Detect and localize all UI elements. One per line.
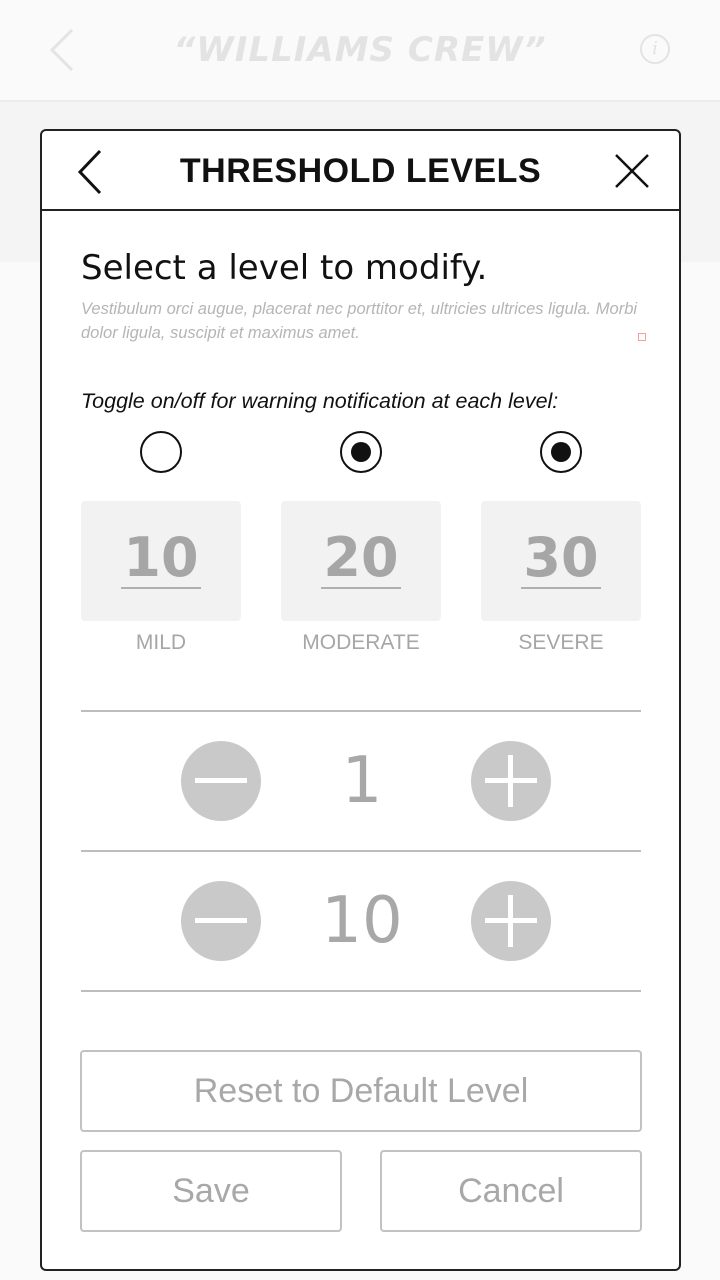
stepper-value: 10 [321, 884, 403, 958]
radio-mild[interactable] [140, 431, 182, 473]
description-text: Vestibulum orci augue, placerat nec porttitor et, ultricies ultrices ligula. Morbi dolor ligula, suscipit et maximus amet. [81, 300, 638, 342]
radio-severe[interactable] [540, 431, 582, 473]
section-heading: Select a level to modify. [81, 248, 488, 288]
marker-icon [638, 333, 646, 341]
info-icon[interactable]: i [640, 34, 670, 64]
level-box-mild[interactable] [81, 501, 241, 621]
modal-title: THRESHOLD LEVELS [179, 152, 542, 190]
modal-header [42, 131, 679, 211]
level-value: 10 [121, 529, 201, 589]
divider [81, 850, 641, 852]
decrement-button[interactable] [181, 741, 261, 821]
toggle-label: Toggle on/off for warning notification at each level: [81, 389, 559, 413]
save-button[interactable]: Save [80, 1150, 342, 1232]
decrement-button[interactable] [181, 881, 261, 961]
radio-selected-dot [551, 442, 571, 462]
crew-title: “WILLIAMS CREW” [173, 30, 547, 70]
radio-moderate[interactable] [340, 431, 382, 473]
divider [81, 990, 641, 992]
reset-default-button[interactable]: Reset to Default Level [80, 1050, 642, 1132]
cancel-button[interactable]: Cancel [380, 1150, 642, 1232]
close-icon[interactable] [614, 153, 650, 189]
level-value: 30 [521, 529, 601, 589]
increment-button[interactable] [471, 741, 551, 821]
plus-icon-vertical [508, 755, 513, 807]
stepper-value: 1 [341, 744, 383, 818]
level-box-moderate[interactable] [281, 501, 441, 621]
level-label-mild: MILD [135, 631, 187, 654]
minus-icon [195, 778, 247, 783]
increment-button[interactable] [471, 881, 551, 961]
radio-selected-dot [351, 442, 371, 462]
level-label-severe: SEVERE [518, 631, 604, 654]
divider [81, 710, 641, 712]
level-label-moderate: MODERATE [302, 631, 420, 654]
plus-icon-vertical [508, 895, 513, 947]
level-value: 20 [321, 529, 401, 589]
minus-icon [195, 918, 247, 923]
app-header [0, 0, 720, 102]
level-box-severe[interactable] [481, 501, 641, 621]
threshold-levels-modal [40, 129, 681, 1271]
